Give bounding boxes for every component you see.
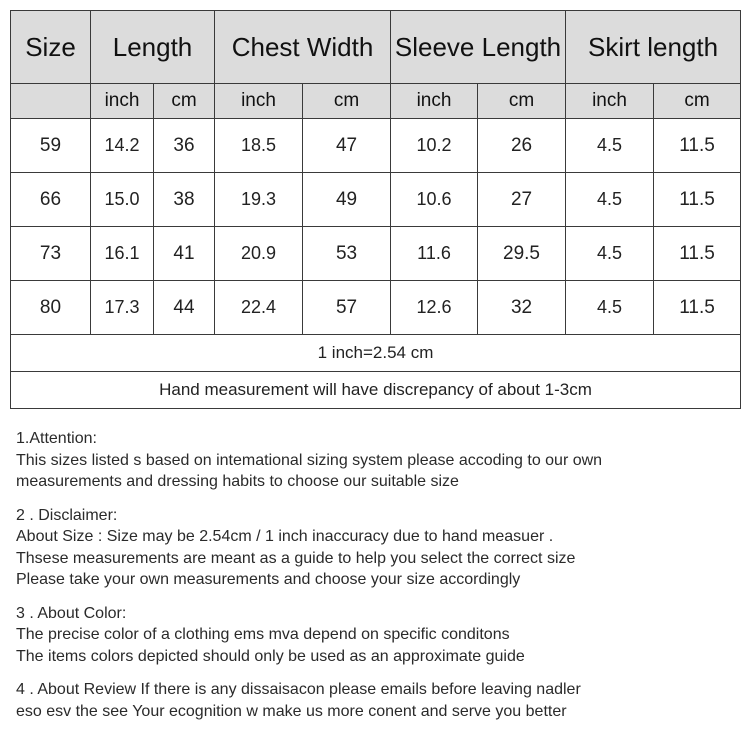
- note-line: 1.Attention:: [16, 430, 97, 447]
- table-cell: 10.2: [391, 119, 478, 173]
- table-cell: 47: [303, 119, 391, 173]
- table-cell: 11.5: [654, 119, 741, 173]
- table-cell: 11.6: [391, 227, 478, 281]
- header-length: Length: [91, 11, 215, 84]
- table-cell: 14.2: [91, 119, 154, 173]
- unit-cell: inch: [91, 84, 154, 119]
- table-cell: 11.5: [654, 227, 741, 281]
- table-cell: 41: [154, 227, 215, 281]
- unit-cell: cm: [654, 84, 741, 119]
- table-cell: 11.5: [654, 173, 741, 227]
- table-row: [11, 227, 741, 281]
- note-line: The precise color of a clothing ems mva depend on specific conditons: [16, 626, 510, 643]
- table-cell: 44: [154, 281, 215, 335]
- table-cell: 32: [478, 281, 566, 335]
- header-chest-width: Chest Width: [215, 11, 391, 84]
- table-cell: 19.3: [215, 173, 303, 227]
- table-cell: 36: [154, 119, 215, 173]
- table-cell: 38: [154, 173, 215, 227]
- discrepancy-note: Hand measurement will have discrepancy of about 1-3cm: [11, 372, 741, 409]
- size-cell: 80: [11, 281, 91, 335]
- table-cell: 15.0: [91, 173, 154, 227]
- unit-cell: inch: [391, 84, 478, 119]
- conversion-note-row: [11, 335, 741, 372]
- table-cell: 29.5: [478, 227, 566, 281]
- note-line: This sizes listed s based on intemational sizing system please accoding to our own: [16, 451, 603, 469]
- table-row: [11, 173, 741, 227]
- size-cell: 66: [11, 173, 91, 227]
- note-line: 2 . Disclaimer:: [16, 506, 118, 524]
- table-cell: 26: [478, 119, 566, 173]
- note-line: 3 . About Color:: [16, 604, 127, 622]
- size-chart-table: [10, 10, 741, 409]
- size-cell: 59: [11, 119, 91, 173]
- note-line: Thsese measurements are meant as a guide to help you select the correct size: [16, 549, 576, 567]
- unit-cell: cm: [154, 84, 215, 119]
- note-line: measurements and dressing habits to choose our suitable size: [16, 473, 459, 490]
- discrepancy-note-row: [11, 372, 741, 409]
- table-cell: 18.5: [215, 119, 303, 173]
- unit-cell: [11, 84, 91, 119]
- note-line: About Size : Size may be 2.54cm / 1 inch inaccuracy due to hand measuer .: [16, 528, 554, 545]
- note-about-color: [16, 603, 736, 668]
- table-cell: 22.4: [215, 281, 303, 335]
- notes-section: [16, 428, 736, 734]
- table-cell: 27: [478, 173, 566, 227]
- unit-cell: cm: [303, 84, 391, 119]
- note-line: eso esv the see Your ecognition w make us more conent and serve you better: [16, 702, 567, 720]
- note-attention: [16, 428, 736, 493]
- table-cell: 4.5: [566, 227, 654, 281]
- header-sleeve-length: Sleeve Length: [391, 11, 566, 84]
- header-size: Size: [11, 11, 91, 84]
- table-row: [11, 119, 741, 173]
- note-line: 4 . About Review If there is any dissaisacon please emails before leaving nadler: [16, 681, 581, 698]
- note-disclaimer: [16, 505, 736, 591]
- unit-cell: cm: [478, 84, 566, 119]
- table-cell: 4.5: [566, 281, 654, 335]
- unit-cell: inch: [566, 84, 654, 119]
- table-cell: 4.5: [566, 173, 654, 227]
- table-unit-row: [11, 84, 741, 119]
- note-about-review: [16, 679, 736, 722]
- unit-cell: inch: [215, 84, 303, 119]
- table-cell: 10.6: [391, 173, 478, 227]
- table-header-row: [11, 11, 741, 84]
- note-line: Please take your own measurements and choose your size accordingly: [16, 571, 521, 588]
- table-cell: 12.6: [391, 281, 478, 335]
- table-cell: 53: [303, 227, 391, 281]
- conversion-note: 1 inch=2.54 cm: [11, 335, 741, 372]
- table-cell: 20.9: [215, 227, 303, 281]
- table-cell: 49: [303, 173, 391, 227]
- note-line: The items colors depicted should only be used as an approximate guide: [16, 647, 525, 665]
- table-cell: 57: [303, 281, 391, 335]
- table-cell: 17.3: [91, 281, 154, 335]
- table-cell: 11.5: [654, 281, 741, 335]
- table-cell: 4.5: [566, 119, 654, 173]
- table-cell: 16.1: [91, 227, 154, 281]
- size-cell: 73: [11, 227, 91, 281]
- table-row: [11, 281, 741, 335]
- header-skirt-length: Skirt length: [566, 11, 741, 84]
